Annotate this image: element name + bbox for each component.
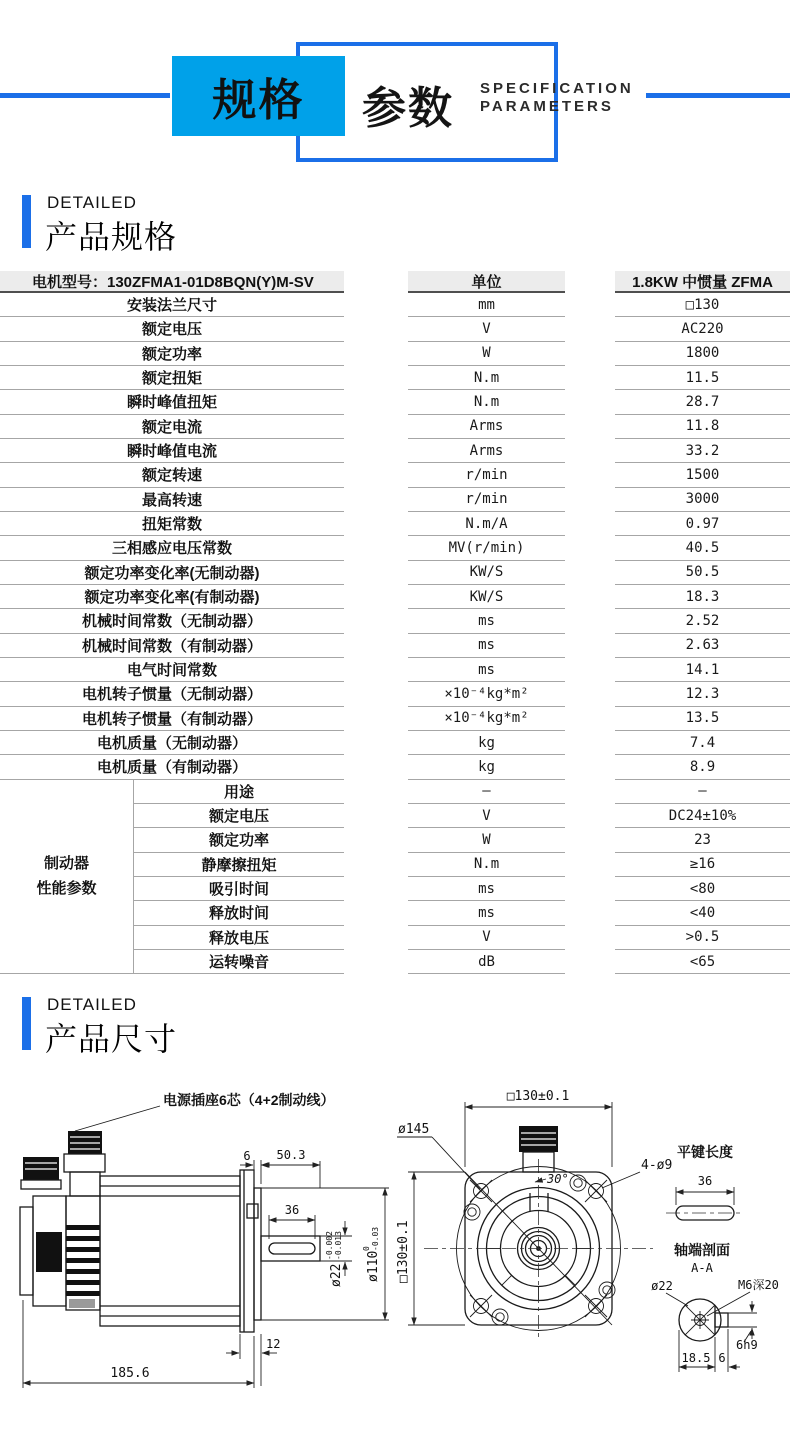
brake-row-name: 释放电压 bbox=[134, 926, 344, 950]
header-badge-primary: 规格 bbox=[212, 76, 305, 125]
shaft-section-detail bbox=[651, 1242, 779, 1372]
spec-row-name: 额定功率变化率(无制动器) bbox=[0, 561, 344, 585]
spec-row-name: 安装法兰尺寸 bbox=[0, 293, 344, 317]
spec-row-unit: N.m bbox=[408, 390, 565, 414]
header-rule-right bbox=[646, 93, 790, 98]
spec-row-value: 12.3 bbox=[615, 682, 790, 706]
spec-row-unit: W bbox=[408, 342, 565, 366]
spec-row-unit: ms bbox=[408, 634, 565, 658]
brake-row-unit: ms bbox=[408, 901, 565, 925]
spec-row-value: 2.52 bbox=[615, 609, 790, 633]
dim-shaft-tol-lo: -0.013 bbox=[334, 1231, 343, 1260]
spec-row-value: 33.2 bbox=[615, 439, 790, 463]
brake-row-value: >0.5 bbox=[615, 926, 790, 950]
shaft bbox=[261, 1236, 320, 1261]
spec-row-value: 1500 bbox=[615, 463, 790, 487]
spec-row-unit: r/min bbox=[408, 488, 565, 512]
spec-row-unit: ×10⁻⁴kg*m² bbox=[408, 707, 565, 731]
spec-row-unit: Arms bbox=[408, 415, 565, 439]
brake-row-unit: — bbox=[408, 780, 565, 804]
table-header-model: 电机型号：130ZFMA1-01D8BQN(Y)M-SV bbox=[0, 271, 344, 293]
header-subtitle-line2: PARAMETERS bbox=[480, 98, 614, 115]
dim-sec-18-5: 18.5 bbox=[681, 1351, 711, 1365]
brake-group-label: 制动器 性能参数 bbox=[0, 780, 134, 975]
spec-row-value: 18.3 bbox=[615, 585, 790, 609]
spec-row-value: 40.5 bbox=[615, 536, 790, 560]
dim-thread: M6深20 bbox=[738, 1278, 779, 1292]
section-detail-label: A-A bbox=[691, 1261, 713, 1275]
brake-row-unit: W bbox=[408, 828, 565, 852]
spec-row-name: 电机转子惯量（有制动器） bbox=[0, 707, 344, 731]
keyway bbox=[269, 1243, 315, 1254]
dim-boss-dia: ø110 bbox=[366, 1250, 381, 1282]
spec-row-name: 瞬时峰值电流 bbox=[0, 439, 344, 463]
spec-row-name: 机械时间常数（无制动器） bbox=[0, 609, 344, 633]
spec-row-unit: ms bbox=[408, 658, 565, 682]
spec-row-unit: ms bbox=[408, 609, 565, 633]
spec-table bbox=[0, 271, 790, 974]
spec-row-name: 额定电压 bbox=[0, 317, 344, 341]
spec-row-unit: mm bbox=[408, 293, 565, 317]
spec-row-name: 扭矩常数 bbox=[0, 512, 344, 536]
name-plate bbox=[36, 1232, 62, 1272]
brake-row-value: 23 bbox=[615, 828, 790, 852]
spec-row-name: 额定电流 bbox=[0, 415, 344, 439]
spec-row-name: 电机转子惯量（无制动器） bbox=[0, 682, 344, 706]
dim-boss-depth: 6 bbox=[243, 1149, 251, 1163]
spec-row-unit: ×10⁻⁴kg*m² bbox=[408, 682, 565, 706]
spec-row-value: AC220 bbox=[615, 317, 790, 341]
section-accent-bar bbox=[22, 195, 31, 248]
brake-row-unit: dB bbox=[408, 950, 565, 974]
dim-shaft-length: 50.3 bbox=[276, 1148, 306, 1162]
brake-row-value: <65 bbox=[615, 950, 790, 974]
spec-row-value: 50.5 bbox=[615, 561, 790, 585]
spec-row-name: 电机质量（有制动器） bbox=[0, 755, 344, 779]
dim-hole-angle: 30° bbox=[547, 1172, 569, 1186]
brake-row-name: 用途 bbox=[134, 780, 344, 804]
dim-total-length: 185.6 bbox=[110, 1366, 150, 1381]
key-detail-title: 平键长度 bbox=[677, 1144, 733, 1160]
header-subtitle-line1: SPECIFICATION bbox=[480, 80, 634, 97]
dim-pilot-dia: ø145 bbox=[398, 1122, 430, 1137]
spec-row-name: 三相感应电压常数 bbox=[0, 536, 344, 560]
spec-row-name: 机械时间常数（有制动器） bbox=[0, 634, 344, 658]
front-view bbox=[397, 1089, 672, 1338]
dim-boss-tol-hi: 0 bbox=[362, 1246, 371, 1251]
section-product-spec bbox=[0, 195, 400, 255]
spec-row-unit: KW/S bbox=[408, 585, 565, 609]
spec-row-value: 14.1 bbox=[615, 658, 790, 682]
dim-key-width: 6h9 bbox=[736, 1338, 758, 1352]
spec-row-unit: N.m bbox=[408, 366, 565, 390]
spec-row-unit: MV(r/min) bbox=[408, 536, 565, 560]
spec-row-name: 额定功率 bbox=[0, 342, 344, 366]
mounting-flange bbox=[240, 1170, 254, 1332]
key-detail bbox=[666, 1144, 744, 1220]
spec-row-unit: r/min bbox=[408, 463, 565, 487]
brake-row-unit: ms bbox=[408, 877, 565, 901]
spec-row-value: 8.9 bbox=[615, 755, 790, 779]
dim-mount-holes: 4-ø9 bbox=[641, 1158, 673, 1173]
spec-row-value: 11.8 bbox=[615, 415, 790, 439]
spec-row-name: 电机质量（无制动器） bbox=[0, 731, 344, 755]
dim-shaft-dia: ø22 bbox=[329, 1263, 344, 1287]
spec-row-name: 额定转速 bbox=[0, 463, 344, 487]
dim-flange-12: 12 bbox=[266, 1337, 281, 1351]
brake-row-value: <40 bbox=[615, 901, 790, 925]
spec-row-value: 3000 bbox=[615, 488, 790, 512]
dim-sec-shaft-dia: ø22 bbox=[651, 1279, 673, 1293]
dim-boss-tol-lo: -0.03 bbox=[371, 1226, 380, 1251]
brake-row-unit: V bbox=[408, 926, 565, 950]
brake-row-value: ≥16 bbox=[615, 853, 790, 877]
spec-row-name: 最高转速 bbox=[0, 488, 344, 512]
dim-key-length-2: 36 bbox=[697, 1174, 713, 1188]
connector-leader-line bbox=[75, 1106, 160, 1131]
spec-row-unit: KW/S bbox=[408, 561, 565, 585]
brake-row-name: 运转噪音 bbox=[134, 950, 344, 974]
section-title: 产品规格 bbox=[45, 219, 178, 255]
spec-row-value: 2.63 bbox=[615, 634, 790, 658]
section-eyebrow: DETAILED bbox=[47, 193, 137, 212]
spec-row-name: 瞬时峰值扭矩 bbox=[0, 390, 344, 414]
dim-shaft-tol-hi: -0.002 bbox=[325, 1231, 334, 1260]
rear-end-plate bbox=[20, 1207, 33, 1295]
brake-row-name: 吸引时间 bbox=[134, 877, 344, 901]
table-header-unit: 单位 bbox=[408, 271, 565, 293]
spec-row-value: 1800 bbox=[615, 342, 790, 366]
dim-square-side: □130±0.1 bbox=[396, 1220, 411, 1283]
spec-row-name: 额定扭矩 bbox=[0, 366, 344, 390]
brake-row-value: <80 bbox=[615, 877, 790, 901]
spec-row-value: 0.97 bbox=[615, 512, 790, 536]
brake-row-name: 额定功率 bbox=[134, 828, 344, 852]
spec-row-value: □130 bbox=[615, 293, 790, 317]
brake-row-unit: V bbox=[408, 804, 565, 828]
brake-row-name: 释放时间 bbox=[134, 901, 344, 925]
dim-square-top: □130±0.1 bbox=[506, 1089, 570, 1104]
dimension-drawing bbox=[0, 1075, 790, 1441]
spec-row-unit: V bbox=[408, 317, 565, 341]
brake-row-value: DC24±10% bbox=[615, 804, 790, 828]
motor-body bbox=[100, 1176, 240, 1326]
spec-row-unit: Arms bbox=[408, 439, 565, 463]
connector-label: 电源插座6芯（4+2制动线） bbox=[163, 1092, 335, 1108]
brake-row-unit: N.m bbox=[408, 853, 565, 877]
spec-row-unit: N.m/A bbox=[408, 512, 565, 536]
header-subtitle bbox=[480, 80, 634, 116]
section-detail-title: 轴端剖面 bbox=[674, 1242, 730, 1258]
section-accent-bar bbox=[22, 997, 31, 1050]
section-eyebrow: DETAILED bbox=[47, 995, 137, 1014]
spec-row-value: 7.4 bbox=[615, 731, 790, 755]
spec-row-name: 额定功率变化率(有制动器) bbox=[0, 585, 344, 609]
spec-row-unit: kg bbox=[408, 731, 565, 755]
section-title: 产品尺寸 bbox=[45, 1021, 178, 1057]
brake-row-value: — bbox=[615, 780, 790, 804]
brake-row-name: 额定电压 bbox=[134, 804, 344, 828]
spec-row-value: 13.5 bbox=[615, 707, 790, 731]
dim-sec-6: 6 bbox=[718, 1351, 726, 1365]
section-product-dimensions bbox=[0, 997, 400, 1057]
header-rule-left bbox=[0, 93, 170, 98]
spec-row-value: 28.7 bbox=[615, 390, 790, 414]
header-badge-box bbox=[172, 56, 345, 136]
spec-row-value: 11.5 bbox=[615, 366, 790, 390]
header-badge-secondary: 参数 bbox=[362, 84, 454, 133]
brake-row-name: 静摩擦扭矩 bbox=[134, 853, 344, 877]
dim-key-length: 36 bbox=[284, 1203, 300, 1217]
table-header-value: 1.8KW 中惯量 ZFMA bbox=[615, 271, 790, 293]
spec-row-name: 电气时间常数 bbox=[0, 658, 344, 682]
spec-row-unit: kg bbox=[408, 755, 565, 779]
